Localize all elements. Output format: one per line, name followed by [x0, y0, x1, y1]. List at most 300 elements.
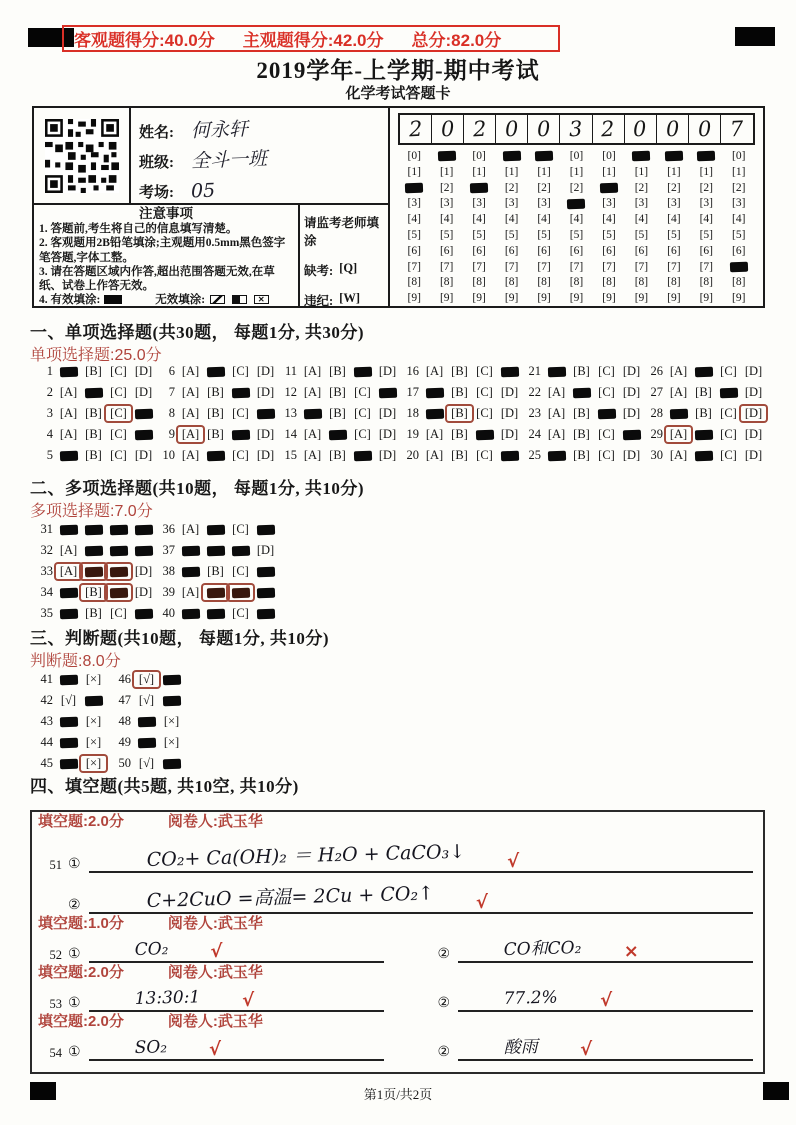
- answer-bubble: [C]: [720, 447, 737, 462]
- id-bubble: [2]: [732, 181, 746, 194]
- answer-bubble-filled: [106, 522, 131, 537]
- id-digit-box: [528, 115, 560, 143]
- answer-bubble: [B]: [695, 384, 712, 399]
- id-bubble: [463, 181, 495, 197]
- id-bubble: [528, 149, 560, 165]
- check-mark: √: [475, 892, 488, 913]
- filled-mark: [425, 388, 443, 399]
- answer-bubble-filled: [375, 385, 400, 400]
- id-bubble: [8]: [699, 276, 714, 289]
- answer-bubble-filled: [325, 427, 350, 442]
- id-bubble: [9]: [699, 292, 714, 305]
- question-number: 3: [46, 406, 53, 420]
- answer-bubble: [B]: [329, 447, 346, 462]
- question-row: [280, 446, 402, 463]
- answer-bubble: [D]: [378, 447, 397, 462]
- answer-bubble-filled: [203, 543, 228, 558]
- answer-bubble: [A]: [59, 542, 78, 557]
- filled-bubble: [438, 151, 456, 162]
- answer-bubble: [D]: [256, 426, 275, 441]
- answer-bubble-filled: [666, 406, 691, 421]
- id-digit-box: [721, 115, 753, 143]
- id-bubble: [4]: [569, 213, 584, 226]
- id-handwritten-digit: 0: [632, 116, 648, 142]
- answer-bubble-filled: [56, 606, 81, 621]
- answer-bubble-filled: [203, 585, 228, 600]
- filled-mark: [231, 546, 249, 557]
- id-bubble: [0]: [732, 150, 746, 162]
- filled-mark: [719, 388, 737, 399]
- answer-bubble: [D]: [378, 363, 397, 378]
- id-digit-box: [432, 115, 464, 143]
- id-bubble: [6]: [472, 244, 486, 257]
- question-row: [524, 425, 646, 442]
- fill-row: [38, 873, 757, 914]
- invalid-fill-icon-cross: ✕: [254, 295, 269, 304]
- answer-bubble-filled: [131, 427, 156, 442]
- answer-bubble: [D]: [622, 447, 641, 462]
- handwritten-answer: CO₂+ Ca(OH)₂ ＝ H₂O + CaCO₃↓: [145, 840, 465, 871]
- filled-mark: [84, 696, 102, 707]
- timing-mark-top-right: [735, 27, 775, 46]
- answer-bubble: [√]: [60, 692, 77, 707]
- answer-bubble: [B]: [85, 405, 102, 420]
- id-bubble: [6]: [504, 244, 519, 257]
- answer-bubble: [D]: [134, 584, 153, 599]
- answer-bubble: [B]: [85, 447, 102, 462]
- question-row: [158, 562, 280, 579]
- answer-bubble: [A]: [181, 584, 200, 599]
- question-row: [524, 362, 646, 379]
- question-row: [524, 383, 646, 400]
- answer-bubble-filled: [203, 522, 228, 537]
- question-number: 38: [162, 564, 175, 578]
- filled-mark: [622, 430, 640, 441]
- question-row: [402, 425, 524, 442]
- answer-bubble: [C]: [598, 363, 615, 378]
- question-row: [280, 383, 402, 400]
- fill-row: [38, 832, 757, 873]
- question-number: 26: [650, 364, 663, 378]
- answer-bubble: [B]: [451, 426, 468, 441]
- question-row: [402, 362, 524, 379]
- id-bubble: [1]: [504, 165, 519, 178]
- filled-mark: [206, 367, 224, 378]
- answer-bubble: [B]: [695, 405, 712, 420]
- answer-bubble-filled: [56, 672, 81, 687]
- filled-mark: [162, 675, 180, 686]
- answer-bubble: [B]: [85, 426, 102, 441]
- answer-bubble: [A]: [669, 447, 688, 462]
- question-column: [280, 362, 402, 467]
- fill-score-row: [38, 812, 757, 832]
- question-row: [36, 562, 158, 579]
- answer-blank: [458, 937, 753, 963]
- filled-bubble: [665, 151, 683, 162]
- id-bubble: [5]: [569, 228, 584, 241]
- answer-bubble-filled: [350, 364, 375, 379]
- question-number: 23: [528, 406, 541, 420]
- invalid-fill-label: 无效填涂:: [155, 293, 206, 306]
- answer-bubble: [A]: [669, 363, 688, 378]
- filled-mark: [500, 451, 518, 462]
- question-number: 37: [162, 543, 175, 557]
- answer-blank: [89, 882, 753, 914]
- question-number: 48: [118, 714, 131, 728]
- id-bubble: [1]: [569, 165, 584, 178]
- answer-blank: [458, 989, 753, 1012]
- id-bubble: [3]: [634, 197, 649, 210]
- id-bubble: [9]: [569, 292, 584, 305]
- answer-bubble: [A]: [547, 405, 566, 420]
- fill-row: [38, 1032, 757, 1061]
- id-bubble: [6]: [667, 244, 681, 257]
- id-bubble: [1]: [602, 165, 616, 178]
- answer-blank: [458, 1038, 753, 1061]
- filled-mark: [84, 525, 102, 536]
- filled-mark: [134, 525, 152, 536]
- filled-mark: [547, 367, 565, 378]
- notes-cell: [34, 205, 300, 306]
- answer-bubble: [B]: [85, 363, 102, 378]
- answer-bubble-filled: [134, 735, 159, 750]
- filled-bubble: [600, 183, 618, 194]
- answer-bubble: [C]: [232, 405, 249, 420]
- question-number: 21: [528, 364, 541, 378]
- filled-mark: [256, 567, 274, 578]
- filled-mark: [206, 525, 224, 536]
- id-bubble: [2]: [667, 181, 681, 194]
- check-mark: √: [600, 990, 613, 1011]
- answer-bubble: [C]: [720, 363, 737, 378]
- blank-group: [42, 989, 384, 1012]
- answer-bubble-filled: [253, 564, 278, 579]
- question-number: 18: [406, 406, 419, 420]
- answer-bubble: [×]: [85, 713, 102, 728]
- answer-blank: [89, 840, 753, 873]
- question-number: 46: [118, 672, 131, 686]
- filled-mark: [547, 451, 565, 462]
- judgment-score: 判断题:8.0分: [30, 653, 121, 670]
- question-row: [158, 425, 280, 442]
- filled-mark: [256, 525, 274, 536]
- answer-bubble: [A]: [178, 427, 203, 442]
- filled-mark: [109, 588, 127, 599]
- id-bubble: [723, 260, 755, 276]
- fill-question-number: 54: [49, 1046, 62, 1060]
- note-line: 3. 请在答题区域内作答,超出范围答题无效,在草纸、试卷上作答无效。: [39, 265, 275, 292]
- name-label: 姓名:: [139, 125, 174, 141]
- answer-bubble-filled: [716, 385, 741, 400]
- answer-bubble: [C]: [110, 363, 127, 378]
- answer-bubble-filled: [56, 585, 81, 600]
- filled-mark: [162, 759, 180, 770]
- id-bubble: [9]: [504, 292, 519, 305]
- answer-bubble: [A]: [181, 384, 200, 399]
- id-bubble: [398, 181, 430, 197]
- blank-group: [412, 989, 754, 1012]
- id-bubble: [1]: [732, 165, 746, 178]
- answer-bubble: [A]: [303, 447, 322, 462]
- id-bubble: [5]: [504, 228, 519, 241]
- id-bubble: [8]: [504, 276, 519, 289]
- question-number: 35: [40, 606, 53, 620]
- filled-mark: [353, 451, 371, 462]
- id-bubble: [9]: [407, 292, 421, 305]
- id-bubble: [1]: [439, 165, 454, 178]
- id-bubble: [0]: [569, 150, 584, 162]
- question-row: [36, 691, 114, 708]
- filled-mark: [181, 567, 199, 578]
- answer-bubble: [B]: [451, 384, 468, 399]
- answer-bubble: [B]: [447, 406, 472, 421]
- id-handwritten-digit: 0: [536, 116, 552, 142]
- id-bubble: [6]: [569, 244, 584, 257]
- handwritten-answer: C+2CuO =高温= 2Cu + CO₂↑: [145, 882, 434, 912]
- answer-bubble-filled: [544, 364, 569, 379]
- violation-label: 违纪:: [304, 294, 334, 308]
- id-bubble: [560, 196, 592, 212]
- id-bubble: [7]: [537, 260, 551, 273]
- answer-bubble: [D]: [500, 384, 519, 399]
- id-digit-row: [398, 113, 755, 145]
- question-row: [158, 404, 280, 421]
- id-bubble: [2]: [699, 181, 714, 194]
- id-bubble: [2]: [504, 181, 519, 194]
- question-column: [158, 520, 280, 625]
- id-bubble: [658, 149, 690, 165]
- answer-bubble: [A]: [181, 447, 200, 462]
- answer-bubble-filled: [106, 585, 131, 600]
- answer-bubble: [D]: [622, 363, 641, 378]
- id-bubble: [4]: [537, 213, 551, 226]
- answer-bubble: [A]: [303, 426, 322, 441]
- id-bubble: [8]: [472, 276, 486, 289]
- answer-bubble-filled: [106, 564, 131, 579]
- answer-bubble-filled: [253, 606, 278, 621]
- id-digit-box: [593, 115, 625, 143]
- question-number: 16: [406, 364, 419, 378]
- fill-score-row: [38, 914, 757, 934]
- question-row: [36, 404, 158, 421]
- answer-bubble: [C]: [476, 384, 493, 399]
- fill-question-number: 51: [49, 858, 62, 872]
- id-bubble: [6]: [537, 244, 551, 257]
- question-number: 17: [406, 385, 419, 399]
- note-line: 1. 答题前,考生将自己的信息填写清楚。: [39, 223, 238, 236]
- question-number: 34: [40, 585, 53, 599]
- invalid-fill-icon-slash: [210, 295, 225, 304]
- filled-mark: [256, 588, 274, 599]
- answer-bubble: [D]: [378, 405, 397, 420]
- filled-mark: [134, 546, 152, 557]
- answer-bubble: [D]: [256, 384, 275, 399]
- fill-score-row: [38, 1012, 757, 1032]
- answer-bubble: [D]: [134, 563, 153, 578]
- blank-score: 填空题:2.0分: [38, 813, 124, 830]
- grader-name: 阅卷人:武玉华: [167, 1013, 263, 1030]
- answer-bubble-filled: [253, 522, 278, 537]
- question-row: [114, 670, 192, 687]
- id-bubble: [9]: [439, 292, 454, 305]
- answer-bubble: [D]: [500, 405, 519, 420]
- answer-bubble-filled: [619, 427, 644, 442]
- answer-bubble-filled: [228, 543, 253, 558]
- question-number: 40: [162, 606, 175, 620]
- id-handwritten-digit: 0: [504, 116, 520, 142]
- question-number: 22: [528, 385, 541, 399]
- filled-bubble: [535, 151, 553, 162]
- answer-bubble-filled: [691, 448, 716, 463]
- answer-bubble-filled: [253, 585, 278, 600]
- id-bubble: [6]: [439, 244, 454, 257]
- answer-bubble-filled: [203, 364, 228, 379]
- answer-bubble: [D]: [256, 363, 275, 378]
- answer-blank: [89, 1038, 384, 1061]
- question-number: 4: [46, 427, 53, 441]
- question-column: [36, 670, 114, 775]
- question-row: [402, 446, 524, 463]
- question-number: 28: [650, 406, 663, 420]
- answer-bubble: [B]: [573, 426, 590, 441]
- valid-fill-label: 4. 有效填涂:: [39, 293, 101, 306]
- answer-bubble: [C]: [110, 605, 127, 620]
- question-number: 44: [40, 735, 53, 749]
- question-column: [36, 362, 158, 467]
- filled-mark: [597, 409, 615, 420]
- filled-mark: [328, 430, 346, 441]
- id-handwritten-digit: 2: [408, 116, 423, 142]
- blank-tag: ①: [68, 947, 81, 962]
- question-number: 49: [118, 735, 131, 749]
- check-mark: √: [507, 851, 520, 872]
- answer-bubble: [B]: [573, 405, 590, 420]
- id-bubble: [7]: [634, 260, 649, 273]
- answer-bubble: [D]: [622, 405, 641, 420]
- exam-title: 2019学年-上学期-期中考试: [256, 58, 540, 83]
- answer-bubble-filled: [178, 606, 203, 621]
- question-number: 9: [168, 427, 175, 441]
- filled-mark: [84, 388, 102, 399]
- question-row: [158, 446, 280, 463]
- filled-mark: [694, 367, 712, 378]
- id-bubble: [7]: [569, 260, 584, 273]
- question-row: [114, 712, 192, 729]
- filled-mark: [59, 717, 77, 728]
- question-row: [36, 362, 158, 379]
- filled-mark: [256, 409, 274, 420]
- question-number: 19: [406, 427, 419, 441]
- question-number: 5: [46, 448, 53, 462]
- answer-bubble: [B]: [85, 605, 102, 620]
- answer-bubble: [C]: [720, 426, 737, 441]
- question-number: 50: [118, 756, 131, 770]
- handwritten-answer: CO和CO₂: [503, 937, 582, 961]
- answer-bubble: [A]: [181, 521, 200, 536]
- question-row: [646, 404, 768, 421]
- answer-bubble: [C]: [354, 426, 371, 441]
- filled-bubble: [567, 198, 585, 209]
- filled-mark: [475, 430, 493, 441]
- answer-bubble: [D]: [744, 363, 763, 378]
- id-bubble: [9]: [602, 292, 616, 305]
- question-number: 31: [40, 522, 53, 536]
- blank-tag: ①: [68, 1045, 81, 1060]
- answer-bubble-filled: [228, 427, 253, 442]
- answer-bubble-filled: [131, 606, 156, 621]
- answer-bubble: [D]: [744, 426, 763, 441]
- filled-mark: [206, 609, 224, 620]
- question-row: [524, 446, 646, 463]
- question-number: 25: [528, 448, 541, 462]
- handwritten-answer: CO₂: [134, 939, 169, 961]
- fill-block: [38, 963, 757, 1012]
- id-bubble: [2]: [634, 181, 649, 194]
- answer-bubble: [×]: [81, 756, 106, 771]
- id-bubble: [1]: [699, 165, 714, 178]
- id-bubble: [6]: [602, 244, 616, 257]
- question-row: [36, 425, 158, 442]
- answer-bubble: [D]: [744, 447, 763, 462]
- fill-block: [38, 914, 757, 963]
- question-row: [158, 520, 280, 537]
- id-digit-box: [560, 115, 592, 143]
- answer-bubble: [B]: [207, 426, 224, 441]
- handwritten-answer: SO₂: [134, 1037, 167, 1059]
- answer-bubble: [A]: [303, 384, 322, 399]
- id-bubble: [8]: [407, 276, 421, 289]
- filled-mark: [59, 367, 77, 378]
- id-digit-box: [657, 115, 689, 143]
- answer-bubble-filled: [81, 693, 106, 708]
- id-bubble: [8]: [569, 276, 584, 289]
- answer-bubble: [C]: [232, 363, 249, 378]
- id-bubble: [9]: [472, 292, 486, 305]
- name-value: 何永轩: [190, 118, 249, 142]
- room-label: 考场:: [139, 185, 174, 201]
- fill-score-row: [38, 963, 757, 983]
- answer-bubble-filled: [56, 522, 81, 537]
- answer-bubble: [C]: [110, 447, 127, 462]
- id-bubble: [4]: [504, 213, 519, 226]
- answer-bubble: [×]: [163, 713, 180, 728]
- filled-bubble: [502, 151, 520, 162]
- filled-mark: [303, 409, 321, 420]
- id-digit-box: [625, 115, 657, 143]
- answer-bubble: [B]: [329, 363, 346, 378]
- id-bubble: [8]: [537, 276, 551, 289]
- qr-code: [45, 119, 119, 193]
- answer-blank: [89, 989, 384, 1012]
- id-bubble: [4]: [667, 213, 681, 226]
- answer-bubble-filled: [131, 543, 156, 558]
- id-handwritten-digit: 0: [697, 116, 712, 142]
- question-number: 6: [168, 364, 175, 378]
- answer-bubble: [C]: [598, 384, 615, 399]
- answer-bubble: [C]: [720, 405, 737, 420]
- score-banner: [62, 25, 560, 52]
- id-digit-box: [464, 115, 496, 143]
- answer-bubble-filled: [134, 714, 159, 729]
- answer-bubble: [C]: [232, 447, 249, 462]
- id-bubble: [3]: [407, 197, 421, 210]
- blank-group: [42, 1038, 384, 1061]
- id-bubble: [9]: [667, 292, 681, 305]
- id-bubble: [690, 149, 722, 165]
- filled-mark: [84, 567, 102, 578]
- id-bubble: [5]: [472, 228, 486, 241]
- question-number: 20: [406, 448, 419, 462]
